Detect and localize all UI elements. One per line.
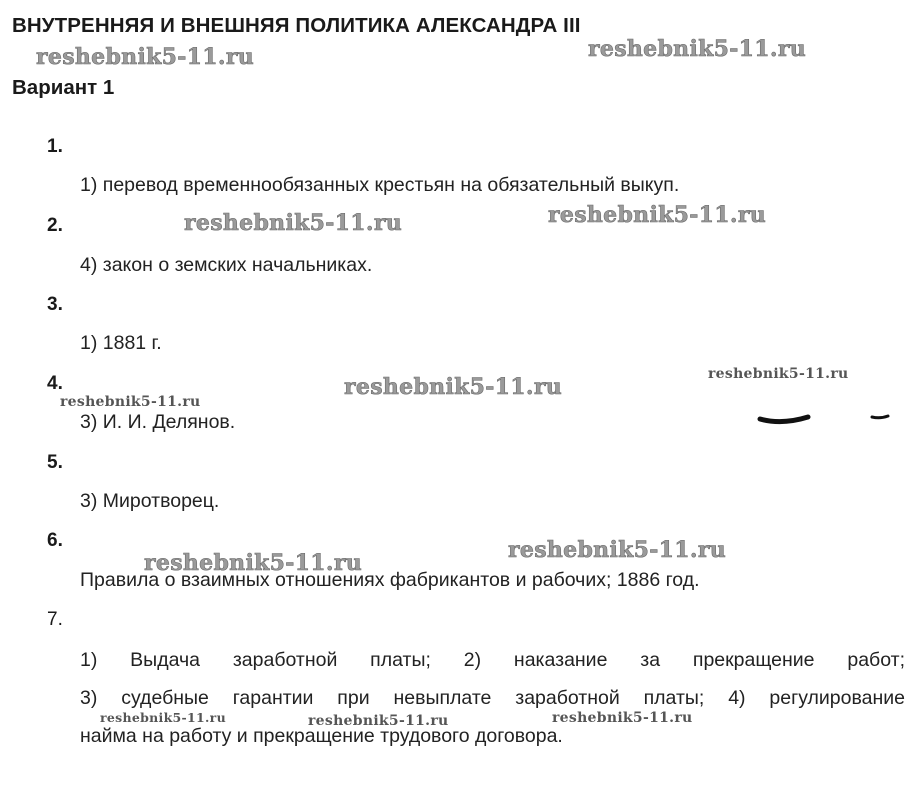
watermark: reshebnik5-11.ru <box>588 36 807 62</box>
question-number-6: 6. <box>47 530 63 551</box>
answer-6: Правила о взаимных отношениях фабрикантов и рабочих; 1886 год. <box>80 569 700 591</box>
answer-7 <box>80 641 905 755</box>
answer-5: 3) Миротворец. <box>80 490 220 512</box>
watermark: reshebnik5-11.ru <box>184 210 403 236</box>
watermark: reshebnik5-11.ru <box>508 537 727 563</box>
document-title: ВНУТРЕННЯЯ И ВНЕШНЯЯ ПОЛИТИКА АЛЕКСАНДРА III <box>12 14 581 37</box>
ink-smudge <box>756 408 896 430</box>
variant-heading: Вариант 1 <box>12 76 115 99</box>
question-number-1: 1. <box>47 136 63 157</box>
answer-1: 1) перевод временнообязанных крестьян на обязательный выкуп. <box>80 174 680 196</box>
watermark: reshebnik5-11.ru <box>60 394 201 410</box>
watermark: reshebnik5-11.ru <box>344 374 563 400</box>
question-number-4: 4. <box>47 373 63 394</box>
answer-4: 3) И. И. Делянов. <box>80 411 236 433</box>
watermark: reshebnik5-11.ru <box>308 713 449 729</box>
watermark: reshebnik5-11.ru <box>552 710 693 726</box>
question-number-7: 7. <box>47 609 63 630</box>
watermark: reshebnik5-11.ru <box>548 202 767 228</box>
question-number-2: 2. <box>47 215 63 236</box>
question-number-3: 3. <box>47 294 63 315</box>
question-number-5: 5. <box>47 452 63 473</box>
answer-2: 4) закон о земских начальниках. <box>80 254 373 276</box>
answer-7-line-2: 3) судебные гарантии при невыплате заработной платы; 4) регулирование <box>80 687 905 709</box>
watermark: reshebnik5-11.ru <box>100 710 226 725</box>
watermark: reshebnik5-11.ru <box>36 44 255 70</box>
watermark: reshebnik5-11.ru <box>144 550 363 576</box>
answer-7-line-3: найма на работу и прекращение трудового договора. <box>80 725 563 747</box>
answer-3: 1) 1881 г. <box>80 332 162 354</box>
answer-7-line-1: 1) Выдача заработной платы; 2) наказание за прекращение работ; <box>80 649 905 671</box>
watermark: reshebnik5-11.ru <box>708 366 849 382</box>
